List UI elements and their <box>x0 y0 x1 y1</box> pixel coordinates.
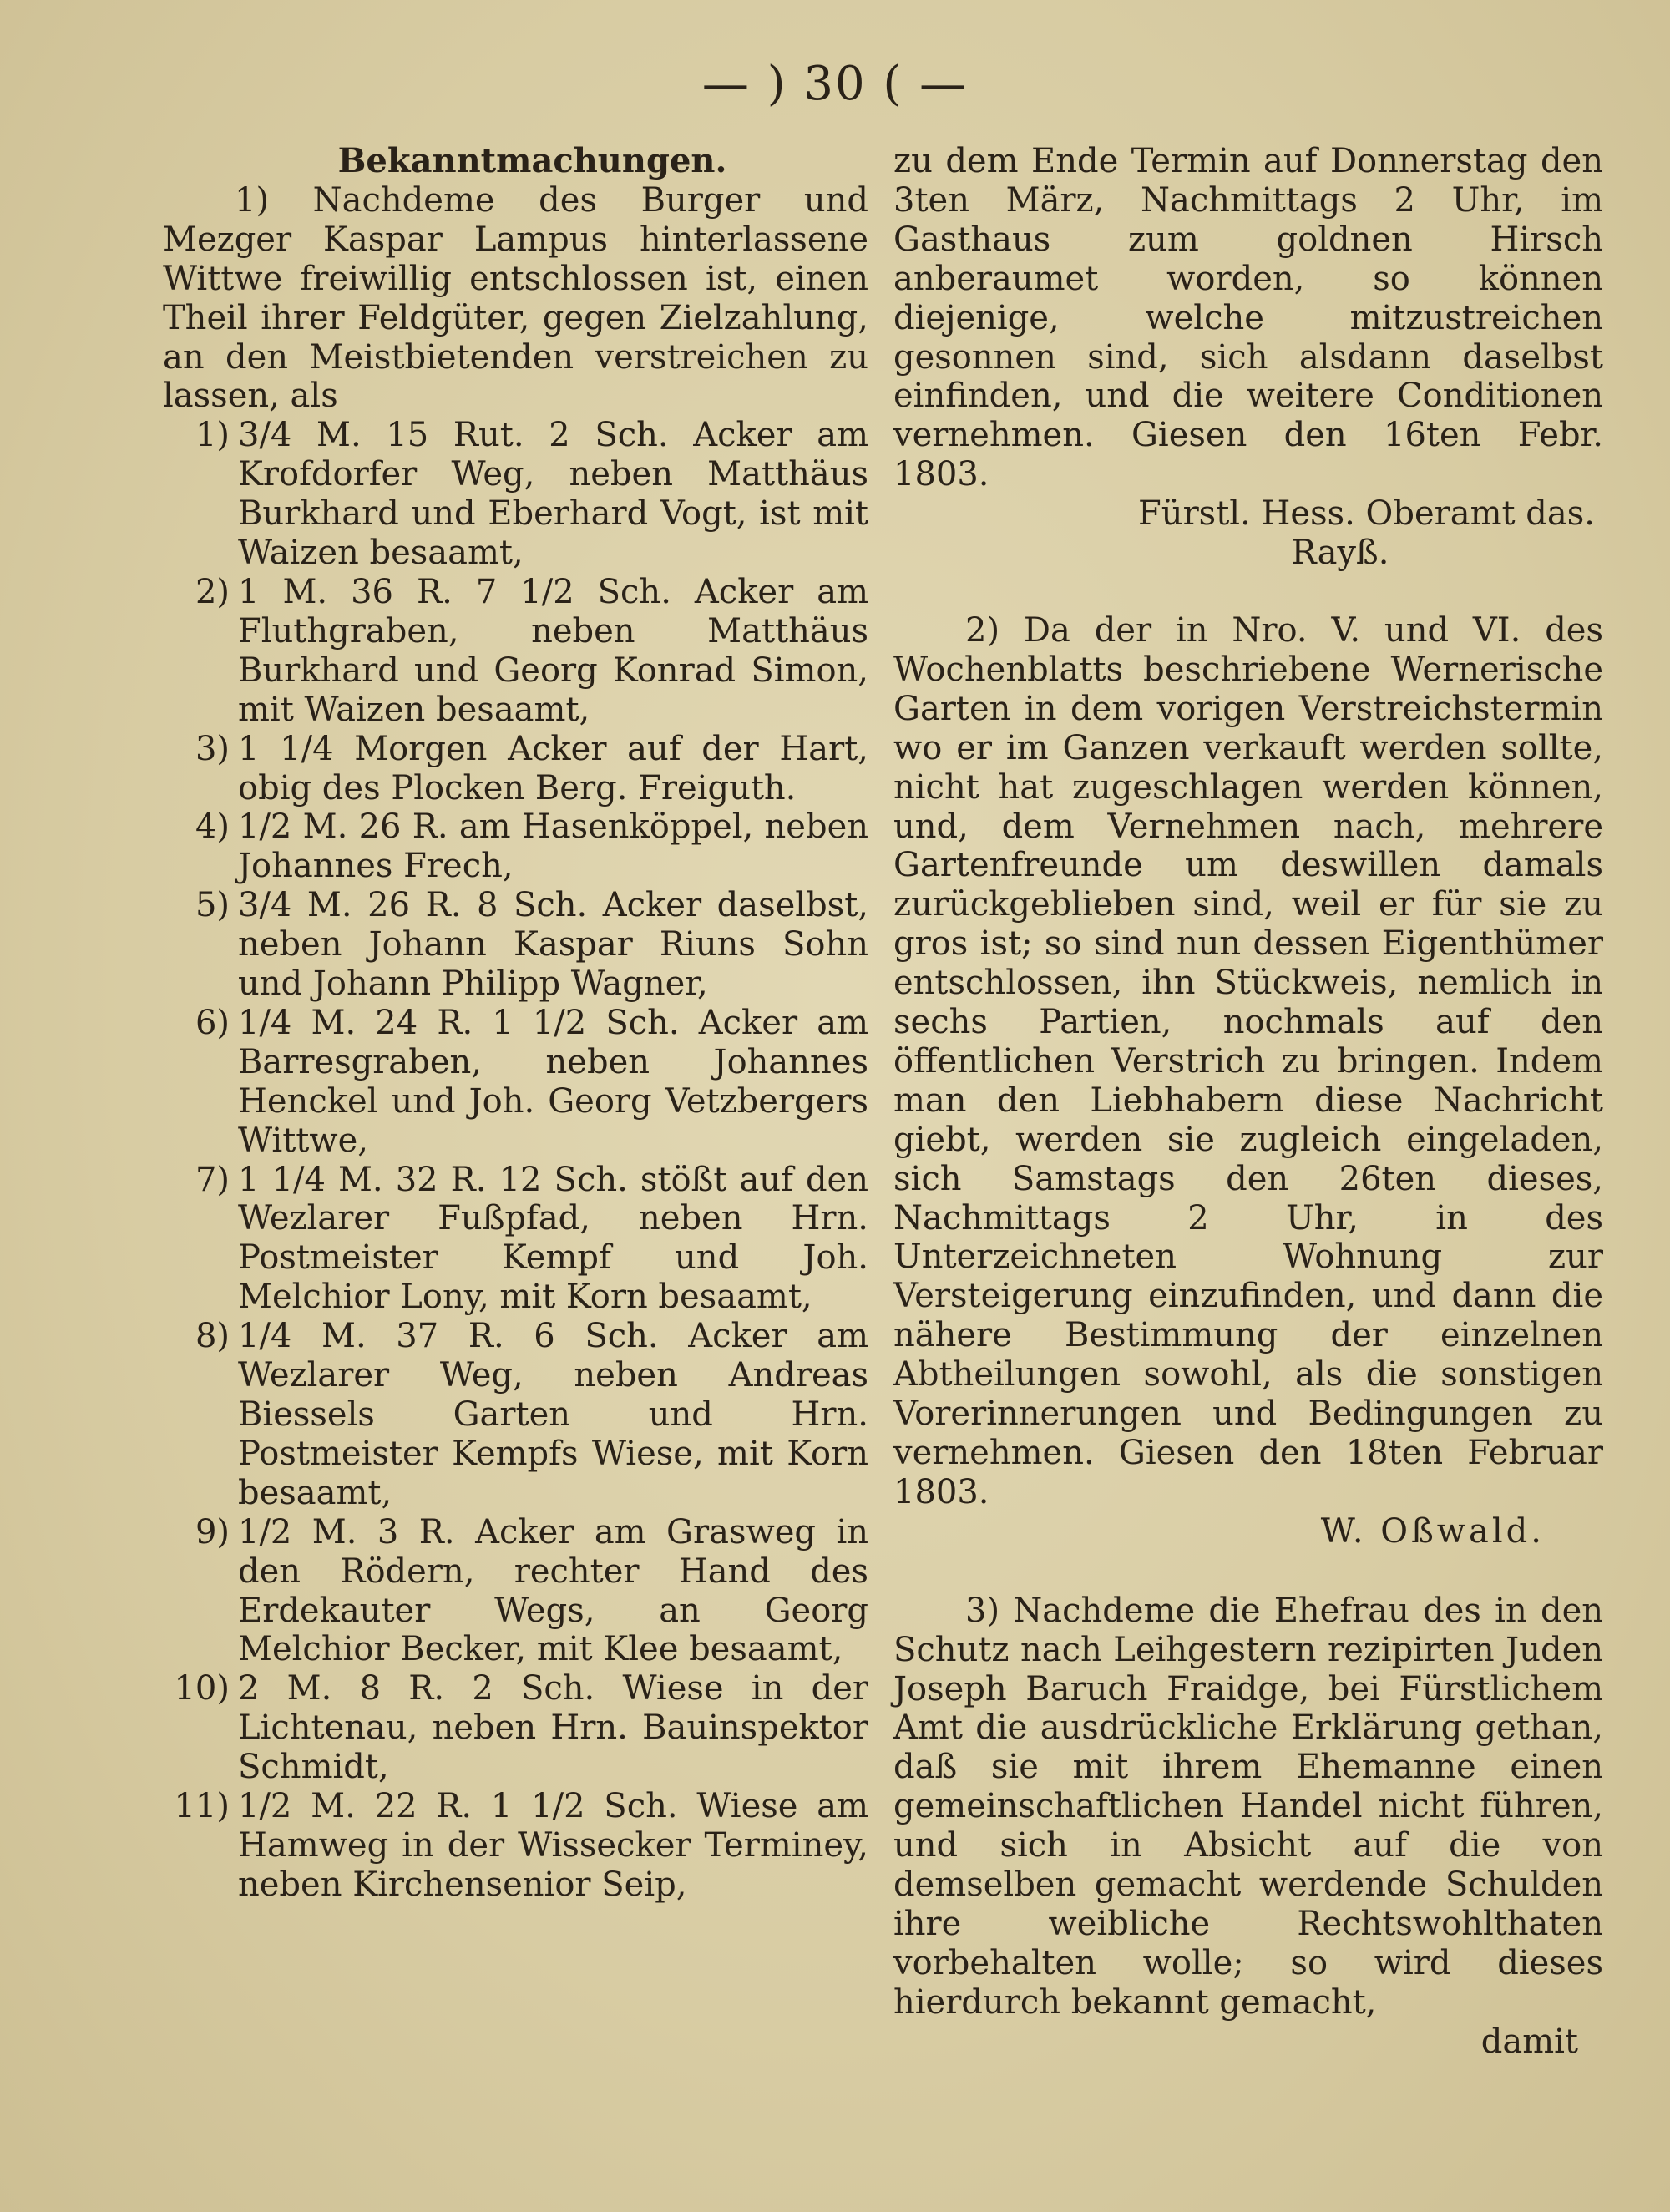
parcel-item <box>163 416 868 573</box>
item-text: 3/4 M. 15 Rut. 2 Sch. Acker am Krofdorfer Weg, neben Matthäus Burkhard und Eberhard Vogt, ist mit Waizen besaamt, <box>238 416 868 573</box>
item-number: 7) <box>195 1160 230 1199</box>
item-text: 1/4 M. 24 R. 1 1/2 Sch. Acker am Barresgraben, neben Johannes Henckel und Joh. Georg Vetzbergers Wittwe, <box>238 1003 868 1160</box>
item-number: 10) <box>174 1669 230 1708</box>
right-column <box>893 142 1603 2062</box>
parcel-list <box>163 416 868 1904</box>
parcel-item <box>163 730 868 808</box>
catchword: damit <box>1480 2022 1578 2061</box>
item-text: 1 1/4 M. 32 R. 12 Sch. stößt auf den Wezlarer Fußpfad, neben Hrn. Postmeister Kempf und Joh. Melchior Lony, mit Korn besaamt, <box>238 1160 868 1317</box>
spacer <box>893 573 1603 611</box>
notice-3: 3) Nachdeme die Ehefrau des in den Schutz nach Leihgestern rezipirten Juden Joseph Baruch Fraidge, bei Fürstlichem Amt die ausdrückliche Erklärung gethan, daß sie mit ihrem Ehemanne einen gemeinschaftlichen Handel nicht führen, und sich in Absicht auf die von demselben gemacht werdende Schulden ihre weibliche Rechtswohlthaten vorbehalten wolle; so wird dieses hierdurch bekannt gemacht, <box>893 1591 1603 2022</box>
item-number: 4) <box>195 807 230 847</box>
parcel-item <box>163 886 868 1004</box>
notice-1-intro: 1) Nachdeme des Burger und Mezger Kaspar Lampus hinterlassene Wittwe freiwillig entschlossen ist, einen Theil ihrer Feldgüter, gegen Zielzahlung, an den Meistbietenden verstreichen zu lassen, als <box>163 180 868 416</box>
item-text: 1 M. 36 R. 7 1/2 Sch. Acker am Fluthgraben, neben Matthäus Burkhard und Georg Konrad Simon, mit Waizen besaamt, <box>238 572 868 729</box>
parcel-item <box>163 1669 868 1787</box>
parcel-item <box>163 1513 868 1670</box>
parcel-item <box>163 1787 868 1905</box>
item-number: 3) <box>195 729 230 768</box>
item-text: 1/2 M. 3 R. Acker am Grasweg in den Rödern, rechter Hand des Erdekauter Wegs, an Georg Melchior Becker, mit Klee besaamt, <box>238 1512 868 1669</box>
notice-1-signature-name: Rayß. <box>1291 534 1389 573</box>
notice-1-continuation: zu dem Ende Termin auf Donnerstag den 3ten März, Nachmittags 2 Uhr, im Gasthaus zum goldnen Hirsch anberaumet worden, so können diejenige, welche mitzustreichen gesonnen sind, sich alsdann daselbst einfinden, und die weitere Conditionen vernehmen. Giesen den 16ten Febr. 1803. <box>893 142 1603 494</box>
notice-1-signature-office: Fürstl. Hess. Oberamt das. <box>1138 494 1595 534</box>
item-text: 1/2 M. 22 R. 1 1/2 Sch. Wiese am Hamweg in der Wissecker Terminey, neben Kirchensenior Seip, <box>238 1787 868 1904</box>
item-text: 1/4 M. 37 R. 6 Sch. Acker am Wezlarer Weg, neben Andreas Biessels Garten und Hrn. Postmeister Kempfs Wiese, mit Korn besaamt, <box>238 1317 868 1512</box>
item-text: 1/2 M. 26 R. am Hasenköppel, neben Johannes Frech, <box>238 807 868 886</box>
item-number: 8) <box>195 1317 230 1356</box>
parcel-item <box>163 1317 868 1513</box>
item-number: 6) <box>195 1003 230 1042</box>
spacer <box>893 1551 1603 1592</box>
item-text: 3/4 M. 26 R. 8 Sch. Acker daselbst, neben Johann Kaspar Riuns Sohn und Johann Philipp Wagner, <box>238 886 868 1004</box>
item-number: 1) <box>195 416 230 455</box>
item-number: 2) <box>195 572 230 611</box>
notice-2-signature: W. Oßwald. <box>1320 1511 1545 1551</box>
page-header: — ) 30 ( — <box>701 57 969 111</box>
parcel-item <box>163 573 868 730</box>
parcel-item <box>163 1161 868 1318</box>
item-number: 11) <box>174 1787 230 1826</box>
item-number: 5) <box>195 886 230 925</box>
item-text: 2 M. 8 R. 2 Sch. Wiese in der Lichtenau, neben Hrn. Bauinspektor Schmidt, <box>238 1669 868 1787</box>
notice-2: 2) Da der in Nro. V. und VI. des Wochenblatts beschriebene Wernerische Garten in dem vorigen Verstreichstermin wo er im Ganzen verkauft werden sollte, nicht hat zugeschlagen werden können, und, dem Vernehmen nach, mehrere Gartenfreunde um deswillen damals zurückgeblieben sind, weil er für sie zu gros ist; so sind nun dessen Eigenthümer entschlossen, ihn Stückweis, nemlich in sechs Partien, nochmals auf den öffentlichen Verstrich zu bringen. Indem man den Liebhabern diese Nachricht giebt, werden sie zugleich eingeladen, sich Samstags den 26ten dieses, Nachmittags 2 Uhr, in des Unterzeichneten Wohnung zur Versteigerung einzufinden, und dann die nähere Bestimmung der einzelnen Abtheilungen sowohl, als die sonstigen Vorerinnerungen und Bedingungen zu vernehmen. Giesen den 18ten Februar 1803. <box>893 610 1603 1511</box>
section-title: Bekanntmachungen. <box>337 141 727 180</box>
item-text: 1 1/4 Morgen Acker auf der Hart, obig des Plocken Berg. Freiguth. <box>238 729 868 807</box>
left-column <box>163 142 868 1905</box>
item-number: 9) <box>195 1512 230 1551</box>
parcel-item <box>163 807 868 886</box>
parcel-item <box>163 1004 868 1161</box>
